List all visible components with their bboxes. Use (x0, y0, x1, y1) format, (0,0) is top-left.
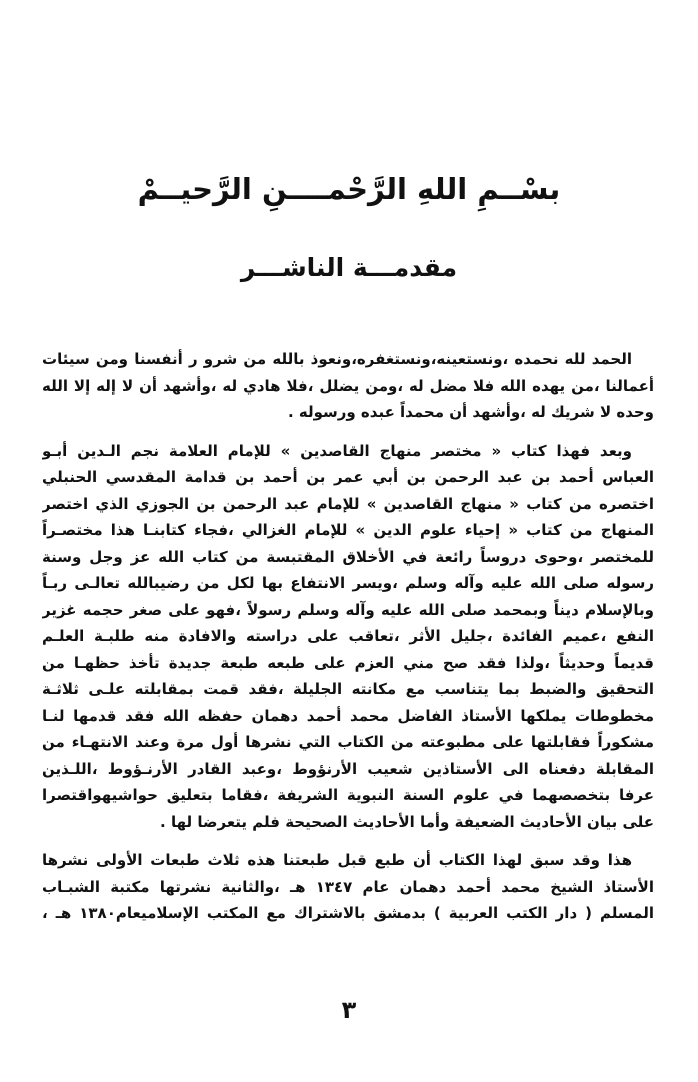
paragraph-gap (42, 426, 654, 438)
page-heading: مقدمـــة الناشـــر (240, 253, 458, 282)
paragraph-gap (42, 835, 654, 847)
paragraph-3 (42, 847, 654, 927)
basmala-title: بسْــمِ اللهِ الرَّحْمــــنِ الرَّحيــمْ (137, 172, 561, 206)
text-line: النفع ،عميم الفائدة ،جليل الأثر ،تعاقب على دراسته والافادة منه طلبـة العلـم (42, 627, 654, 645)
text-line: الأستاذ الشيخ محمد أحمد دهمان عام ١٣٤٧ هـ ،والثانية نشرتها مكتبة الشبـاب (42, 877, 654, 896)
text-line: التحقيق والضبط بما يتناسب مع مكانته الجليلة ،فقد قمت بمقابلته علـى ثلاثـة (42, 680, 654, 698)
text-line: مخطوطات يملكها الأستاذ الفاضل محمد أحمد دهمان حفظه الله فقد قدمها لنـا (42, 706, 654, 725)
body-text (42, 346, 654, 927)
text-line: المسلم ( دار الكتب العربية ) بدمشق بالاشتراك مع المكتب الإسلاميعام١٣٨٠ هـ ، (42, 904, 654, 922)
text-line: اختصره من كتاب « منهاج القاصدين » للإمام عبد الرحمن بن الجوزي الذي اختصر (42, 494, 654, 513)
text-line: عرفا بتخصصهما في علوم السنة النبوية الشريفة ،فقاما بتعليق حواشيهواقتصرا (42, 786, 654, 804)
text-line: وبعد فهذا كتاب « مختصر منهاج القاصدين » للإمام العلامة نجم الـدين أبـو (42, 441, 632, 460)
text-line: هذا وقد سبق لهذا الكتاب أن طبع قبل طبعتنا هذه ثلاث طبعات الأولى نشرها (42, 851, 632, 869)
text-line: مشكوراً فقابلتها على مطبوعته من الكتاب التي نشرها أول مرة وعند الانتهـاء من (42, 733, 654, 751)
text-line: قديماً وحديثاً ،ولذا فقد صح مني العزم على طبعه طبعة جديدة تأخذ حظهـا من (42, 653, 654, 672)
text-line: العباس أحمد بن عبد الرحمن بن أبي عمر بن أحمد بن قدامة المقدسي الحنبلي (42, 468, 654, 486)
text-line: وحده لا شريك له ،وأشهد أن محمداً عبده ورسوله . (287, 403, 654, 421)
text-line: المنهاج من كتاب « إحياء علوم الدين » للإمام الغزالي ،فجاء كتابنـا هذا مختصـراً (42, 521, 654, 539)
text-line: رسوله صلى الله عليه وآله وسلم ،ويسر الانتفاع بها لكل من رضيبالله تعالـى ربـاً (42, 574, 654, 592)
text-line: للمختصر ،وحوى دروساً رائعة في الأخلاق المقتبسة من كتاب الله عز وجل وسنة (42, 547, 654, 566)
text-line: الحمد لله نحمده ،ونستعينه،ونستغفره،ونعوذ بالله من شرو ر أنفسنا ومن سيئات (42, 350, 632, 368)
text-line: أعمالنا ،من يهده الله فلا مضل له ،ومن يضلل ،فلا هادي له ،وأشهد أن لا إله إلا الله (42, 376, 654, 395)
paragraph-1 (42, 346, 654, 426)
text-line: المقابلة دفعناه الى الأستاذين شعيب الأرنؤوط ،وعبد القادر الأرنـؤوط ،اللـذين (42, 759, 654, 778)
paragraph-2 (42, 438, 654, 836)
page-number: ٣ (341, 996, 357, 1024)
text-line: وبالإسلام ديناً وبمحمد صلى الله عليه وآله وسلم رسولاً ،فهو على صغر حجمه غزير (42, 600, 654, 619)
text-line: على بيان الأحاديث الضعيفة وأما الأحاديث الصحيحة فلم يتعرضا لها . (160, 812, 654, 831)
